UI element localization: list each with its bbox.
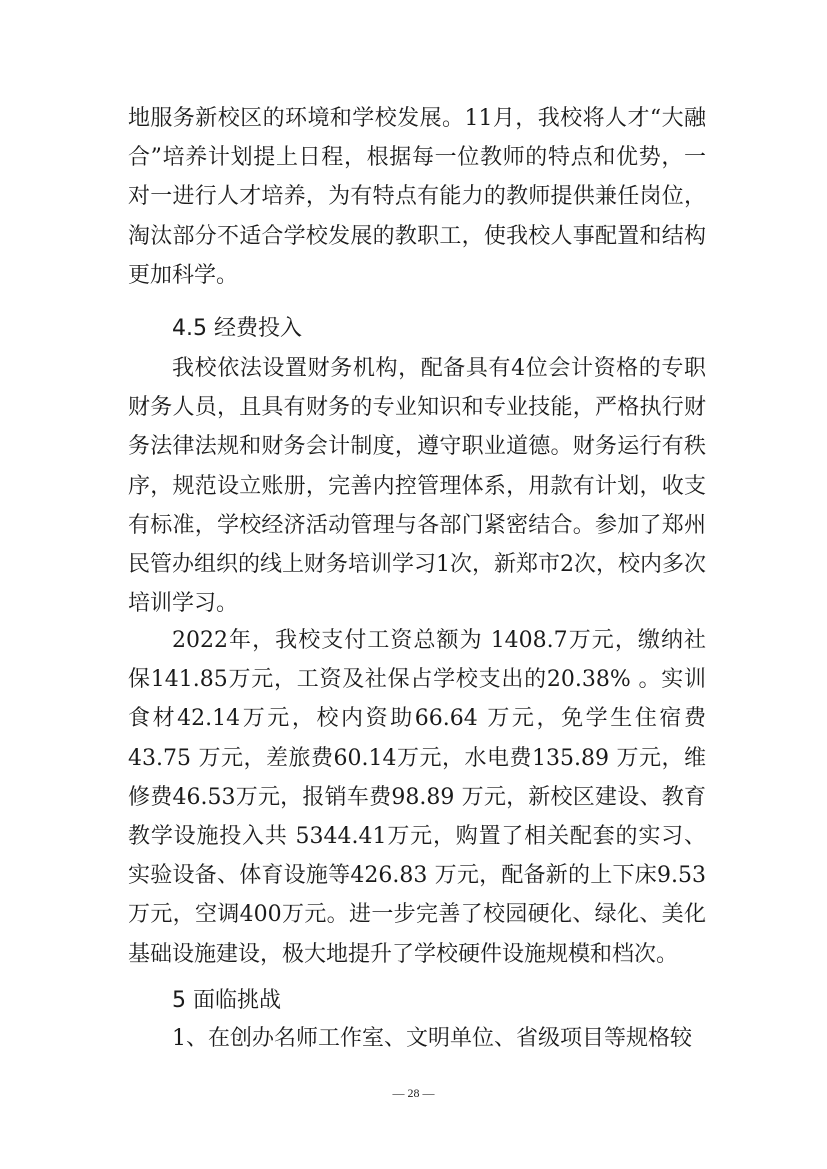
paragraph-continuation xyxy=(128,99,706,295)
paragraph-text: 地服务新校区的环境和学校发展。11月，我校将人才“大融合”培养计划提上日程，根据每一位教师的特点和优势，一对一进行人才培养，为有特点有能力的教师提供兼任岗位，淘汰部分不适合学校发展的教职工，使我校人事配置和结构更加科学。 xyxy=(128,106,706,288)
paragraph-challenges xyxy=(128,1019,706,1058)
section-heading-5 xyxy=(128,981,706,1020)
section-heading-4-5 xyxy=(128,309,706,348)
paragraph-text: 2022年，我校支付工资总额为 1408.7万元，缴纳社保141.85万元，工资及社保占学校支出的20.38% 。实训食材42.14万元，校内资助66.64 万元，免学生住宿费 43.75 万元，差旅费60.14万元，水电费135.89 万元，维修费46.53万元，报销车费98.89 万元，新校区建设、教育教学设施投入共 5344.41万元，购置了相关配套的实习、实验设备、体育设施等426.83 万元，配备新的上下床9.53 万元，空调400万元。进一步完善了校园硬化、绿化、美化基础设施建设，极大地提升了学校硬件设施规模和档次。 xyxy=(128,628,706,967)
paragraph-finance-organization xyxy=(128,349,706,623)
paragraph-expenditure xyxy=(128,621,706,974)
paragraph-text: 1、在创办名师工作室、文明单位、省级项目等规格较 xyxy=(172,1026,692,1051)
heading-text: 5 面临挑战 xyxy=(172,988,281,1013)
paragraph-text: 我校依法设置财务机构，配备具有4位会计资格的专职财务人员，且具有财务的专业知识和专业技能，严格执行财务法律法规和财务会计制度，遵守职业道德。财务运行有秩序，规范设立账册，完善内控管理体系，用款有计划，收支有标准，学校经济活动管理与各部门紧密结合。参加了郑州民管办组织的线上财务培训学习1次，新郑市2次，校内多次培训学习。 xyxy=(128,356,706,617)
heading-text: 4.5 经费投入 xyxy=(172,316,302,341)
page-number: — 28 — xyxy=(392,1086,435,1100)
